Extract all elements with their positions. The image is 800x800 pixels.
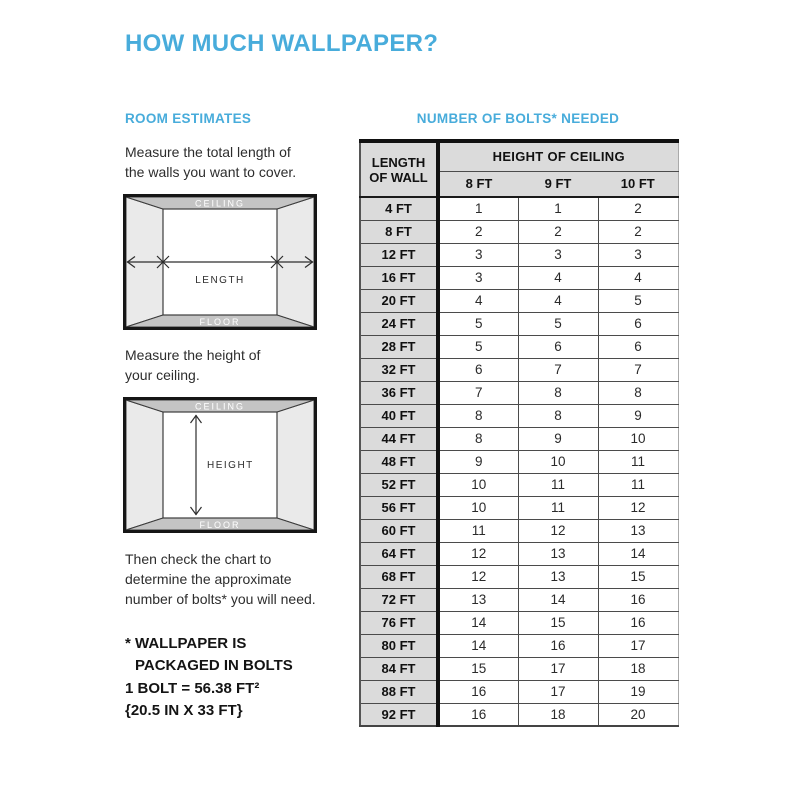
bolt-count-cell: 18: [598, 657, 678, 680]
column-header-9ft: 9 FT: [518, 171, 598, 197]
table-row: [360, 680, 678, 703]
room-height-diagram: [123, 397, 317, 533]
instruction-line: Measure the total length of: [125, 144, 291, 160]
bolt-count-cell: 16: [598, 588, 678, 611]
bolt-count-cell: 11: [598, 450, 678, 473]
instruction-line: Then check the chart to: [125, 551, 272, 567]
wall-length-cell: 92 FT: [360, 703, 438, 726]
bolt-count-cell: 3: [438, 243, 518, 266]
bolt-count-cell: 5: [518, 312, 598, 335]
wall-header-line: LENGTH: [371, 154, 426, 170]
bolt-count-cell: 11: [518, 473, 598, 496]
bolt-count-cell: 15: [438, 657, 518, 680]
bolt-count-cell: 2: [518, 220, 598, 243]
table-row: [360, 634, 678, 657]
wall-header-line: OF WALL: [369, 169, 428, 185]
bolt-count-cell: 2: [598, 220, 678, 243]
bolt-count-cell: 10: [518, 450, 598, 473]
bolt-count-cell: 16: [518, 634, 598, 657]
bolt-count-cell: 3: [518, 243, 598, 266]
wall-length-cell: 4 FT: [360, 197, 438, 220]
table-row: [360, 588, 678, 611]
bolt-count-cell: 4: [598, 266, 678, 289]
table-row: [360, 542, 678, 565]
table-row: [360, 197, 678, 220]
bolt-count-cell: 15: [518, 611, 598, 634]
table-row: [360, 427, 678, 450]
bolt-count-cell: 3: [598, 243, 678, 266]
table-row: [360, 611, 678, 634]
instruction-line: the walls you want to cover.: [125, 164, 297, 180]
bolt-count-cell: 8: [518, 404, 598, 427]
bolt-count-cell: 13: [438, 588, 518, 611]
wall-length-cell: 72 FT: [360, 588, 438, 611]
bolt-count-cell: 17: [518, 657, 598, 680]
table-row: [360, 220, 678, 243]
wall-length-cell: 76 FT: [360, 611, 438, 634]
column-header-8ft: 8 FT: [438, 171, 518, 197]
table-row: [360, 381, 678, 404]
bolt-count-cell: 12: [438, 565, 518, 588]
bolt-count-cell: 2: [598, 197, 678, 220]
wall-length-cell: 64 FT: [360, 542, 438, 565]
wall-length-cell: 8 FT: [360, 220, 438, 243]
bolt-count-cell: 11: [518, 496, 598, 519]
table-row: [360, 289, 678, 312]
bolt-count-cell: 11: [598, 473, 678, 496]
bolt-count-cell: 13: [518, 565, 598, 588]
table-row: [360, 266, 678, 289]
table-row: [360, 335, 678, 358]
wall-length-cell: 44 FT: [360, 427, 438, 450]
footnote-line: PACKAGED IN BOLTS: [135, 657, 293, 674]
wall-length-cell: 32 FT: [360, 358, 438, 381]
left-wall-shape: [126, 400, 163, 530]
table-row: [360, 450, 678, 473]
bolt-count-cell: 7: [438, 381, 518, 404]
room-estimates-heading: ROOM ESTIMATES: [125, 111, 252, 126]
bolt-count-cell: 8: [438, 404, 518, 427]
wall-length-cell: 12 FT: [360, 243, 438, 266]
table-row: [360, 519, 678, 542]
bolt-count-cell: 5: [438, 312, 518, 335]
wall-length-cell: 16 FT: [360, 266, 438, 289]
bolt-count-cell: 3: [438, 266, 518, 289]
wall-length-cell: 68 FT: [360, 565, 438, 588]
wall-length-cell: 88 FT: [360, 680, 438, 703]
bolt-count-cell: 16: [438, 680, 518, 703]
bolt-size-info: [125, 678, 259, 722]
column-header-10ft: 10 FT: [598, 171, 678, 197]
bolt-count-cell: 6: [598, 312, 678, 335]
bolt-count-cell: 19: [598, 680, 678, 703]
ceiling-label: CEILING: [194, 198, 246, 209]
table-row: [360, 312, 678, 335]
bolt-count-cell: 7: [518, 358, 598, 381]
bolt-count-cell: 16: [438, 703, 518, 726]
bolt-count-cell: 5: [438, 335, 518, 358]
bolt-count-cell: 1: [518, 197, 598, 220]
table-row: [360, 496, 678, 519]
bolt-count-cell: 4: [518, 266, 598, 289]
instruction-line: Measure the height of: [125, 347, 261, 363]
wall-length-cell: 28 FT: [360, 335, 438, 358]
bolt-count-cell: 10: [438, 473, 518, 496]
bolt-count-cell: 9: [438, 450, 518, 473]
table-row: [360, 657, 678, 680]
height-label: HEIGHT: [207, 460, 254, 471]
bolt-count-cell: 4: [438, 289, 518, 312]
bolt-info-line: 1 BOLT = 56.38 FT²: [125, 680, 260, 697]
footnote-line: * WALLPAPER IS: [125, 635, 247, 652]
bolt-count-cell: 10: [438, 496, 518, 519]
ceiling-height-group-header: HEIGHT OF CEILING: [438, 141, 678, 171]
wall-length-column-header: [360, 141, 438, 197]
bolt-count-cell: 8: [518, 381, 598, 404]
bolt-count-cell: 15: [598, 565, 678, 588]
bolt-count-cell: 20: [598, 703, 678, 726]
room-length-diagram: [123, 194, 317, 330]
table-row: [360, 404, 678, 427]
right-wall-shape: [277, 400, 314, 530]
floor-label: FLOOR: [199, 520, 241, 530]
bolt-count-cell: 11: [438, 519, 518, 542]
wall-length-cell: 56 FT: [360, 496, 438, 519]
bolt-count-cell: 8: [438, 427, 518, 450]
bolt-count-cell: 6: [438, 358, 518, 381]
bolts-table-container: [359, 139, 679, 727]
bolts-table-body: [360, 197, 678, 726]
instruction-measure-length: [125, 142, 296, 182]
table-row: [360, 565, 678, 588]
bolt-count-cell: 14: [518, 588, 598, 611]
bolt-count-cell: 12: [598, 496, 678, 519]
bolt-count-cell: 14: [438, 634, 518, 657]
bolt-count-cell: 7: [598, 358, 678, 381]
bolt-count-cell: 8: [598, 381, 678, 404]
wall-length-cell: 60 FT: [360, 519, 438, 542]
bolt-count-cell: 18: [518, 703, 598, 726]
bolt-count-cell: 13: [598, 519, 678, 542]
instruction-check-chart: [125, 549, 316, 609]
bolt-count-cell: 10: [598, 427, 678, 450]
bolts-table-heading: NUMBER OF BOLTS* NEEDED: [416, 111, 620, 126]
wall-length-cell: 84 FT: [360, 657, 438, 680]
instruction-line: determine the approximate: [125, 571, 292, 587]
bolt-count-cell: 9: [598, 404, 678, 427]
table-row: [360, 703, 678, 726]
wall-length-cell: 80 FT: [360, 634, 438, 657]
bolt-info-line: {20.5 IN X 33 FT}: [125, 702, 243, 719]
ceiling-label: CEILING: [194, 401, 246, 412]
wallpaper-bolts-footnote: [125, 633, 293, 677]
instruction-line: number of bolts* you will need.: [125, 591, 316, 607]
floor-label: FLOOR: [199, 317, 241, 327]
wall-length-cell: 48 FT: [360, 450, 438, 473]
instruction-line: your ceiling.: [125, 367, 200, 383]
bolt-count-cell: 14: [438, 611, 518, 634]
bolt-count-cell: 12: [438, 542, 518, 565]
page-title: HOW MUCH WALLPAPER?: [125, 30, 439, 57]
table-row: [360, 243, 678, 266]
bolt-count-cell: 17: [598, 634, 678, 657]
wall-length-cell: 52 FT: [360, 473, 438, 496]
bolt-count-cell: 6: [518, 335, 598, 358]
bolt-count-cell: 9: [518, 427, 598, 450]
wall-length-cell: 40 FT: [360, 404, 438, 427]
bolt-count-cell: 14: [598, 542, 678, 565]
bolt-count-cell: 13: [518, 542, 598, 565]
wall-length-cell: 36 FT: [360, 381, 438, 404]
table-row: [360, 358, 678, 381]
bolt-count-cell: 4: [518, 289, 598, 312]
bolt-count-cell: 6: [598, 335, 678, 358]
length-label: LENGTH: [195, 275, 245, 286]
bolt-count-cell: 12: [518, 519, 598, 542]
bolt-count-cell: 5: [598, 289, 678, 312]
bolt-count-cell: 1: [438, 197, 518, 220]
instruction-measure-height: [125, 345, 260, 385]
bolt-count-cell: 16: [598, 611, 678, 634]
bolt-count-cell: 2: [438, 220, 518, 243]
wall-length-cell: 24 FT: [360, 312, 438, 335]
bolts-table: [359, 139, 679, 727]
table-row: [360, 473, 678, 496]
wall-length-cell: 20 FT: [360, 289, 438, 312]
bolt-count-cell: 17: [518, 680, 598, 703]
